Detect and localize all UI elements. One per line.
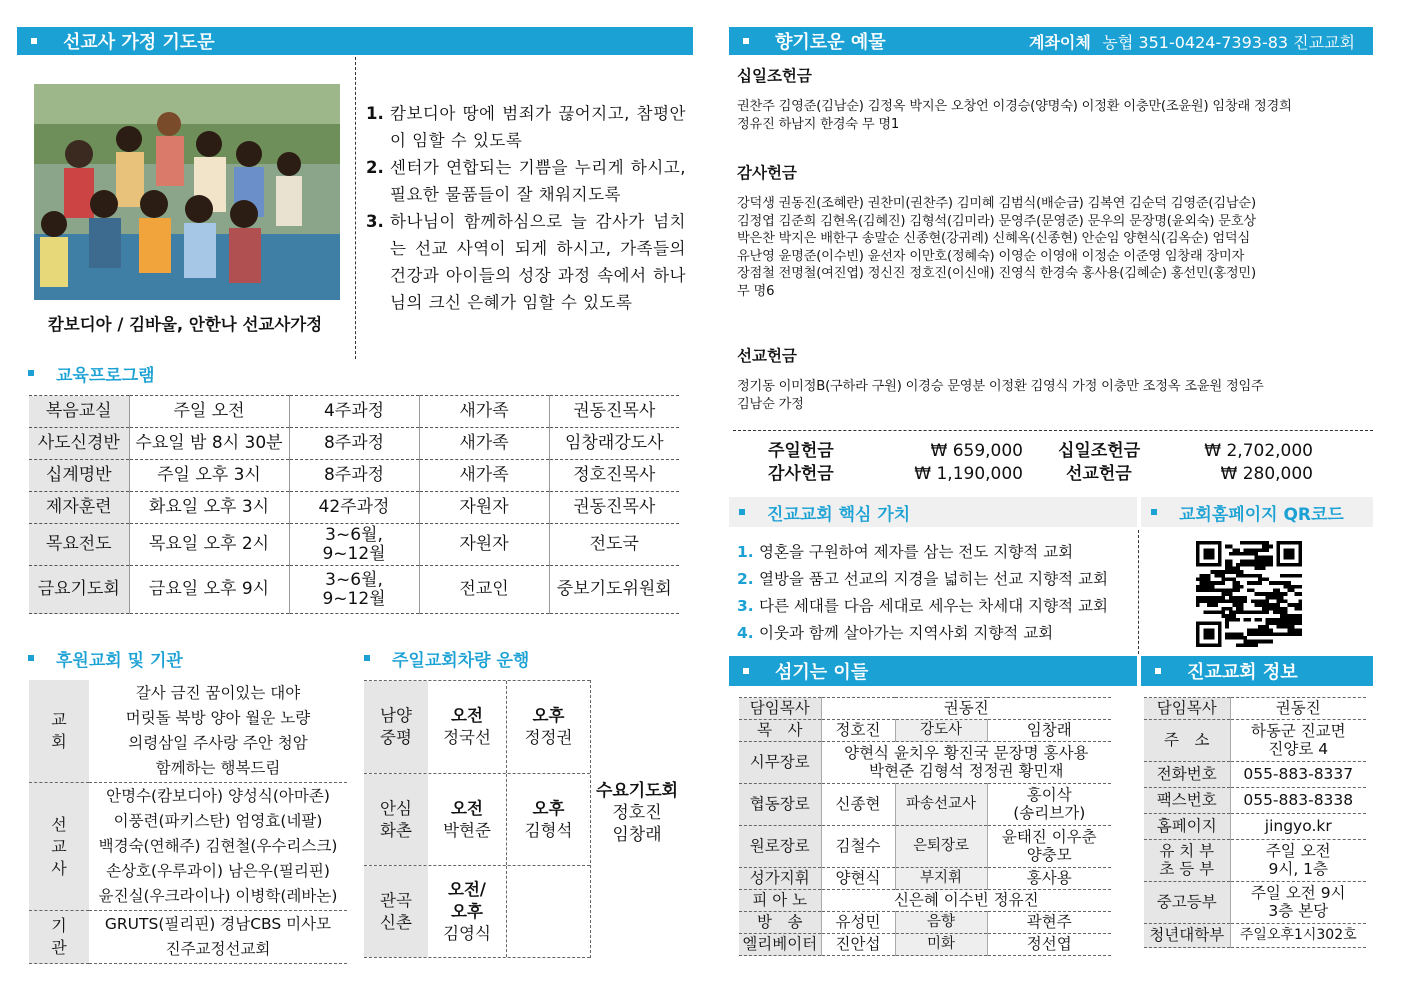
vehicle-pm-name: 정정권 bbox=[524, 728, 573, 747]
value-item bbox=[737, 566, 1137, 593]
values-header bbox=[729, 497, 1137, 527]
support-row bbox=[29, 680, 347, 783]
servers-row bbox=[739, 720, 1111, 742]
education-cell: 자원자 bbox=[419, 524, 549, 566]
support-text: 안명수(캄보디아) 양성식(아마존) 이풍련(파키스탄) 엄영효(네팔) 백경숙(연해주) 김현철(우수리스크) 손상호(우루과이) 남은우(필리핀) 윤진실(우크라이나) 이병학(레바논) bbox=[89, 783, 347, 911]
info-label: 전화번호 bbox=[1144, 762, 1230, 788]
prayer-item-text: 하나님이 함께하심으로 늘 감사가 넘치는 선교 사역이 되게 하시고, 가족들의 건강과 아이들의 성장 과정 속에서 하나님의 크신 은혜가 임할 수 있도록 bbox=[390, 212, 686, 312]
vehicle-header bbox=[364, 645, 529, 671]
support-label: 선 교 사 bbox=[29, 783, 89, 911]
servers-cell: 부지휘 bbox=[895, 868, 987, 890]
servers-row bbox=[739, 890, 1111, 912]
value-item bbox=[737, 539, 1137, 566]
total-amount-tithe: ₩ 2,702,000 bbox=[1204, 441, 1313, 461]
servers-cell: 김철수 bbox=[821, 826, 895, 868]
value-item-number: 3. bbox=[737, 597, 754, 615]
divider bbox=[355, 57, 356, 359]
wednesday-prayer bbox=[590, 780, 684, 846]
value-item-text: 다른 세대를 다음 세대로 세우는 차세대 지향적 교회 bbox=[759, 597, 1108, 615]
servers-role: 피 아 노 bbox=[739, 890, 821, 912]
prayer-item-number: 2. bbox=[366, 158, 384, 177]
vehicle-am-name: 박현준 bbox=[443, 820, 491, 840]
offering-group-title: 선교헌금 bbox=[737, 347, 797, 365]
vehicle-pm-label: 오후 bbox=[532, 798, 565, 818]
education-cell: 금요기도회 bbox=[29, 566, 129, 614]
offering-title: 향기로운 예물 bbox=[775, 32, 886, 53]
support-label: 교 회 bbox=[29, 680, 89, 783]
education-cell: 전교인 bbox=[419, 566, 549, 614]
total-label-mission: 선교헌금 bbox=[1066, 464, 1132, 484]
education-cell: 목요일 오후 2시 bbox=[129, 524, 289, 566]
wednesday-names: 정호진 임창래 bbox=[612, 803, 662, 845]
total-label-tithe: 십일조헌금 bbox=[1058, 441, 1141, 461]
account-label: 계좌이체 bbox=[1029, 32, 1091, 52]
servers-row bbox=[739, 784, 1111, 826]
vehicle-row bbox=[364, 680, 590, 773]
info-title: 진교교회 정보 bbox=[1187, 662, 1298, 683]
total-amount-mission: ₩ 280,000 bbox=[1220, 464, 1313, 484]
info-row bbox=[1144, 840, 1366, 882]
info-value: 권동진 bbox=[1230, 698, 1366, 720]
info-table bbox=[1144, 697, 1366, 948]
prayer-item bbox=[366, 154, 686, 208]
servers-role: 협동장로 bbox=[739, 784, 821, 826]
servers-table bbox=[739, 697, 1111, 956]
servers-header bbox=[729, 656, 1137, 686]
education-title: 교육프로그램 bbox=[56, 365, 155, 386]
education-table bbox=[29, 395, 679, 614]
vehicle-pm-name: 김형석 bbox=[524, 820, 573, 840]
info-header bbox=[1141, 656, 1373, 686]
bullet-square-icon bbox=[1155, 668, 1161, 674]
info-row bbox=[1144, 788, 1366, 814]
total-label-sunday: 주일헌금 bbox=[768, 441, 834, 461]
servers-cell: 미화 bbox=[895, 934, 987, 956]
info-label: 담임목사 bbox=[1144, 698, 1230, 720]
prayer-list bbox=[366, 100, 686, 316]
prayer-item-text: 센터가 연합되는 기쁨을 누리게 하시고, 필요한 물품들이 잘 채워지도록 bbox=[390, 158, 686, 204]
servers-cell: 유성민 bbox=[821, 912, 895, 934]
vehicle-am-name: 정국선 bbox=[443, 728, 491, 747]
value-item-text: 열방을 품고 선교의 지경을 넓히는 선교 지향적 교회 bbox=[759, 570, 1108, 588]
education-header bbox=[28, 360, 155, 386]
servers-row bbox=[739, 934, 1111, 956]
info-value: jingyo.kr bbox=[1230, 814, 1366, 840]
servers-cell: 윤태진 이우춘 양충모 bbox=[987, 826, 1111, 868]
education-cell: 새가족 bbox=[419, 396, 549, 428]
info-row bbox=[1144, 698, 1366, 720]
support-header bbox=[28, 645, 183, 671]
value-item-text: 영혼을 구원하여 제자를 삼는 전도 지향적 교회 bbox=[759, 543, 1074, 561]
vehicle-pm bbox=[506, 866, 590, 957]
servers-role: 엘리베이터 bbox=[739, 934, 821, 956]
education-row bbox=[29, 566, 679, 614]
total-label-thanks: 감사헌금 bbox=[768, 464, 834, 484]
education-cell: 임창래강도사 bbox=[549, 428, 679, 460]
offering-group-names: 강덕생 권동진(조혜란) 권찬미(권찬주) 김미혜 김범식(배순금) 김복연 김순덕 김영준(김남순) 김정엽 김준희 김현옥(김혜진) 김형석(김미라) 문영주(문영준) 문우의 문장명(윤외숙) 문호상 박은찬 박지은 배한구 송말순 신종현(강귀례) 신혜옥(신종현) 안순임 양현식(김옥순) 엄덕심 유난영 윤명준(이수빈) 윤선자 이만호(정혜숙) 이영순 이영애 이정순 이준영 임창래 장미자 장점철 전명철(여진엽) 정신진 정호진(이신애) 진영식 한경숙 홍사용(김혜순) 홍선민(홍정민) 무 명6 bbox=[737, 196, 1256, 299]
value-item-number: 2. bbox=[737, 570, 754, 588]
vehicle-am bbox=[428, 681, 506, 773]
offering-totals bbox=[733, 440, 1373, 490]
servers-cell: 권동진 bbox=[821, 698, 1111, 720]
info-label: 청년대학부 bbox=[1144, 924, 1230, 948]
offering-group-title: 감사헌금 bbox=[737, 164, 797, 182]
vehicle-am-name: 김영식 bbox=[443, 923, 491, 943]
info-label: 중고등부 bbox=[1144, 882, 1230, 924]
servers-cell: 진안섭 bbox=[821, 934, 895, 956]
education-row bbox=[29, 492, 679, 524]
total-amount-sunday: ₩ 659,000 bbox=[930, 441, 1023, 461]
support-row bbox=[29, 783, 347, 911]
education-row bbox=[29, 396, 679, 428]
prayer-title: 선교사 가정 기도문 bbox=[63, 32, 215, 53]
value-item-number: 1. bbox=[737, 543, 754, 561]
education-cell: 3~6월, 9~12월 bbox=[289, 566, 419, 614]
offering-group bbox=[737, 344, 1377, 413]
vehicle-row bbox=[364, 865, 590, 958]
values-title: 진교교회 핵심 가치 bbox=[767, 504, 911, 525]
bullet-square-icon bbox=[31, 38, 37, 44]
offering-group-names: 정기동 이미정B(구하라 구원) 이경승 문영분 이정환 김영식 가정 이충만 조정옥 조윤원 정임주 김남순 가정 bbox=[737, 379, 1264, 412]
value-item-number: 4. bbox=[737, 624, 754, 642]
prayer-header bbox=[17, 27, 693, 55]
photo-caption: 캄보디아 / 김바울, 안한나 선교사가정 bbox=[47, 315, 323, 334]
bullet-square-icon bbox=[28, 370, 34, 376]
prayer-item bbox=[366, 100, 686, 154]
education-cell: 전도국 bbox=[549, 524, 679, 566]
education-cell: 사도신경반 bbox=[29, 428, 129, 460]
vehicle-am-label: 오전 bbox=[451, 798, 483, 818]
value-item-text: 이웃과 함께 살아가는 지역사회 지향적 교회 bbox=[759, 624, 1054, 642]
support-label: 기 관 bbox=[29, 911, 89, 964]
values-list bbox=[737, 539, 1137, 647]
prayer-item-text: 캄보디아 땅에 범죄가 끊어지고, 참평안이 임할 수 있도록 bbox=[390, 104, 686, 150]
education-cell: 주일 오후 3시 bbox=[129, 460, 289, 492]
prayer-item-number: 1. bbox=[366, 104, 384, 123]
education-row bbox=[29, 460, 679, 492]
servers-cell: 곽현주 bbox=[987, 912, 1111, 934]
servers-role: 목 사 bbox=[739, 720, 821, 742]
education-cell: 새가족 bbox=[419, 460, 549, 492]
education-cell: 목요전도 bbox=[29, 524, 129, 566]
info-row bbox=[1144, 924, 1366, 948]
education-cell: 권동진목사 bbox=[549, 396, 679, 428]
servers-cell: 양현식 윤치우 황진국 문장명 홍사용 박현준 김형석 정정권 황민재 bbox=[821, 742, 1111, 784]
education-cell: 4주과정 bbox=[289, 396, 419, 428]
info-label: 팩스번호 bbox=[1144, 788, 1230, 814]
vehicle-am-label: 오전/ 오후 bbox=[448, 879, 486, 921]
bullet-square-icon bbox=[743, 38, 749, 44]
servers-cell: 강도사 bbox=[895, 720, 987, 742]
servers-cell: 정선엽 bbox=[987, 934, 1111, 956]
info-row bbox=[1144, 720, 1366, 762]
servers-cell: 은퇴장로 bbox=[895, 826, 987, 868]
servers-row bbox=[739, 912, 1111, 934]
values-divider bbox=[1138, 530, 1139, 654]
education-cell: 권동진목사 bbox=[549, 492, 679, 524]
education-cell: 복음교실 bbox=[29, 396, 129, 428]
education-cell: 8주과정 bbox=[289, 460, 419, 492]
vehicle-area: 남양 중평 bbox=[364, 681, 428, 773]
qr-title: 교회홈페이지 QR코드 bbox=[1179, 504, 1344, 525]
servers-row bbox=[739, 826, 1111, 868]
education-cell: 3~6월, 9~12월 bbox=[289, 524, 419, 566]
servers-cell: 음향 bbox=[895, 912, 987, 934]
bullet-square-icon bbox=[1151, 509, 1157, 515]
bullet-square-icon bbox=[739, 509, 745, 515]
servers-row bbox=[739, 698, 1111, 720]
offering-header bbox=[729, 27, 1373, 55]
missionary-family-photo bbox=[34, 84, 340, 300]
servers-role: 원로장로 bbox=[739, 826, 821, 868]
education-cell: 십계명반 bbox=[29, 460, 129, 492]
education-cell: 자원자 bbox=[419, 492, 549, 524]
vehicle-pm-label: 오후 bbox=[532, 706, 565, 725]
wednesday-title: 수요기도회 bbox=[595, 781, 679, 801]
offering-group-names: 권찬주 김영준(김남순) 김정옥 박지은 오창언 이경승(양명숙) 이정환 이충만(조윤원) 임창래 정경희 정유진 하남지 한경숙 무 명1 bbox=[737, 99, 1292, 132]
vehicle-area: 관곡 신촌 bbox=[364, 866, 428, 957]
education-row bbox=[29, 428, 679, 460]
education-cell: 중보기도위원회 bbox=[549, 566, 679, 614]
info-label: 주 소 bbox=[1144, 720, 1230, 762]
value-item bbox=[737, 593, 1137, 620]
vehicle-am bbox=[428, 774, 506, 865]
support-table bbox=[29, 680, 347, 964]
servers-cell: 파송선교사 bbox=[895, 784, 987, 826]
bullet-square-icon bbox=[743, 668, 749, 674]
qr-header bbox=[1141, 497, 1373, 527]
servers-role: 담임목사 bbox=[739, 698, 821, 720]
vehicle-row bbox=[364, 773, 590, 865]
info-label: 홈페이지 bbox=[1144, 814, 1230, 840]
servers-cell: 양현식 bbox=[821, 868, 895, 890]
education-cell: 화요일 오후 3시 bbox=[129, 492, 289, 524]
education-cell: 주일 오전 bbox=[129, 396, 289, 428]
support-row bbox=[29, 911, 347, 964]
servers-cell: 신종현 bbox=[821, 784, 895, 826]
info-row bbox=[1144, 814, 1366, 840]
servers-cell: 정호진 bbox=[821, 720, 895, 742]
total-amount-thanks: ₩ 1,190,000 bbox=[914, 464, 1023, 484]
info-value: 하동군 진교면 진양로 4 bbox=[1230, 720, 1366, 762]
education-cell: 새가족 bbox=[419, 428, 549, 460]
info-value: 055-883-8338 bbox=[1230, 788, 1366, 814]
vehicle-am-label: 오전 bbox=[451, 706, 483, 725]
bullet-square-icon bbox=[28, 655, 34, 661]
vehicle-title: 주일교회차량 운행 bbox=[392, 650, 530, 671]
prayer-item bbox=[366, 208, 686, 316]
offering-group bbox=[737, 64, 1377, 133]
servers-role: 방 송 bbox=[739, 912, 821, 934]
vehicle-pm bbox=[506, 774, 590, 865]
support-title: 후원교회 및 기관 bbox=[56, 650, 183, 671]
education-cell: 8주과정 bbox=[289, 428, 419, 460]
servers-role: 시무장로 bbox=[739, 742, 821, 784]
info-value: 주일 오전 9시 3층 본당 bbox=[1230, 882, 1366, 924]
education-cell: 금요일 오후 9시 bbox=[129, 566, 289, 614]
vehicle-area: 안심 화촌 bbox=[364, 774, 428, 865]
education-cell: 제자훈련 bbox=[29, 492, 129, 524]
vehicle-pm bbox=[506, 681, 590, 773]
support-text: 갈사 금진 꿈이있는 대야 머릿돌 북방 양아 월운 노량 의령삼일 주사랑 주안 청암 함께하는 행복드림 bbox=[89, 680, 347, 783]
info-label: 유 치 부 초 등 부 bbox=[1144, 840, 1230, 882]
bullet-square-icon bbox=[364, 655, 370, 661]
servers-row bbox=[739, 742, 1111, 784]
qr-code[interactable] bbox=[1196, 541, 1302, 647]
info-row bbox=[1144, 882, 1366, 924]
education-cell: 정호진목사 bbox=[549, 460, 679, 492]
support-text: GRUTS(필리핀) 경남CBS 미사모 진주교정선교회 bbox=[89, 911, 347, 964]
info-value: 주일 오전 9시, 1층 bbox=[1230, 840, 1366, 882]
education-cell: 수요일 밤 8시 30분 bbox=[129, 428, 289, 460]
vehicle-am bbox=[428, 866, 506, 957]
info-value: 055-883-8337 bbox=[1230, 762, 1366, 788]
servers-cell: 홍이삭 (송리브가) bbox=[987, 784, 1111, 826]
totals-divider bbox=[733, 430, 1373, 431]
offering-group-title: 십일조헌금 bbox=[737, 67, 812, 85]
servers-row bbox=[739, 868, 1111, 890]
servers-cell: 임창래 bbox=[987, 720, 1111, 742]
servers-title: 섬기는 이들 bbox=[775, 662, 869, 683]
info-value: 주일오후1시302호 bbox=[1230, 924, 1366, 948]
account-text: 농협 351-0424-7393-83 진교교회 bbox=[1102, 32, 1355, 52]
servers-cell: 신은혜 이수빈 정유진 bbox=[821, 890, 1111, 912]
prayer-item-number: 3. bbox=[366, 212, 384, 231]
servers-cell: 홍사용 bbox=[987, 868, 1111, 890]
value-item bbox=[737, 620, 1137, 647]
education-row bbox=[29, 524, 679, 566]
vehicle-table bbox=[364, 680, 684, 958]
servers-role: 성가지휘 bbox=[739, 868, 821, 890]
info-row bbox=[1144, 762, 1366, 788]
education-cell: 42주과정 bbox=[289, 492, 419, 524]
offering-group bbox=[737, 161, 1377, 300]
